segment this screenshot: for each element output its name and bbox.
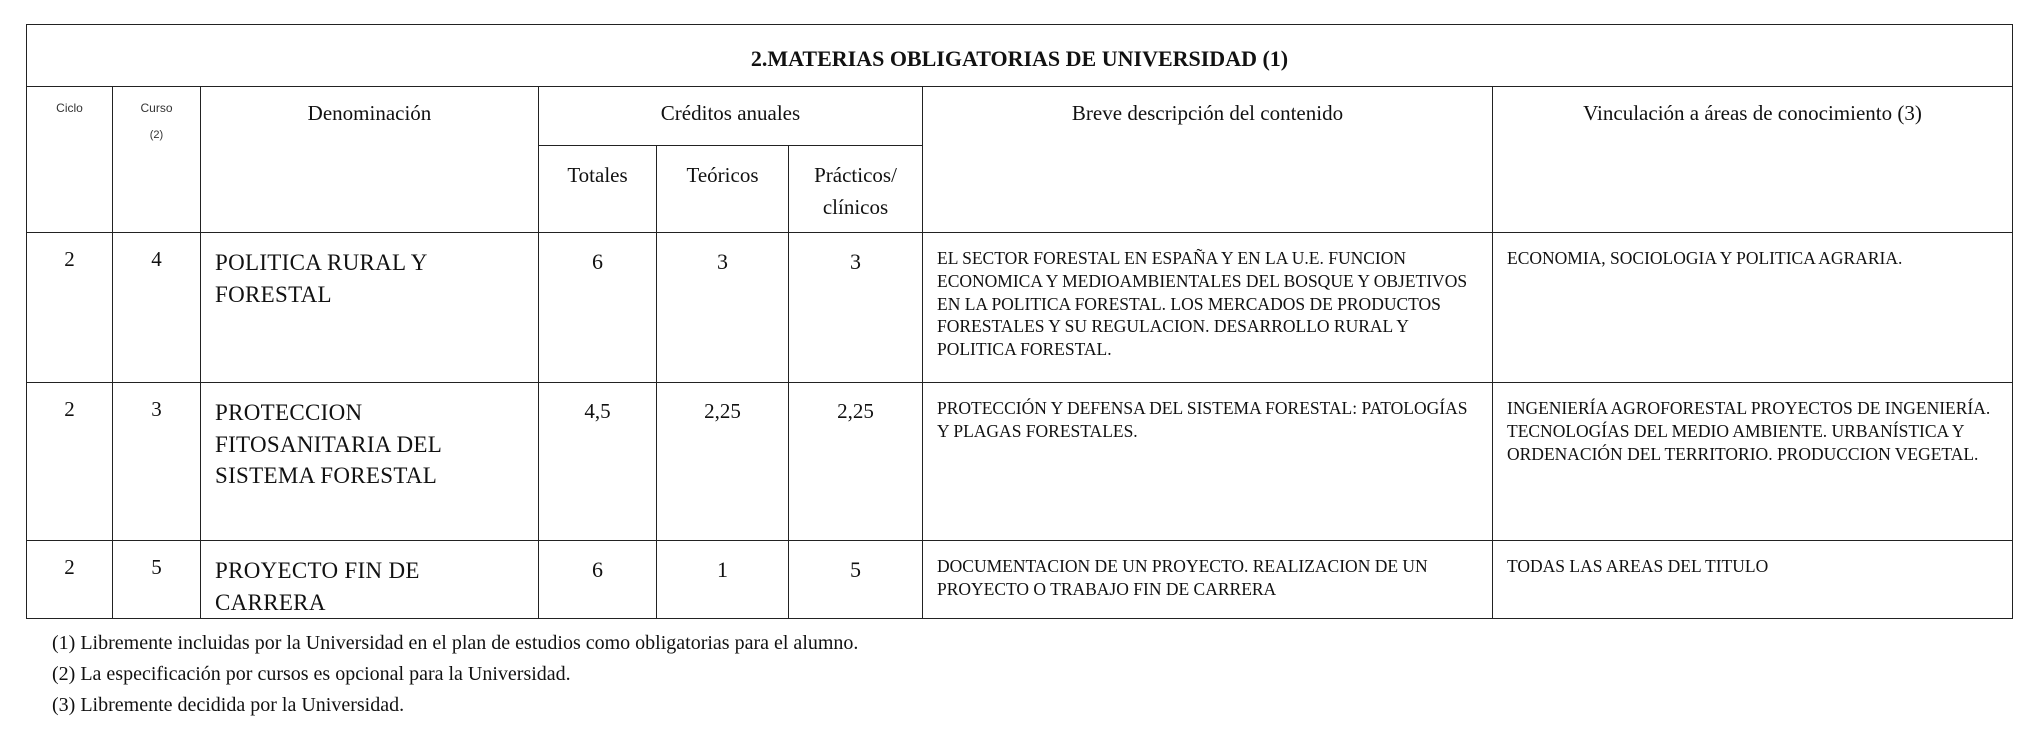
row-practicos: 2,25 — [789, 383, 923, 541]
header-vinculacion: Vinculación a áreas de conocimiento (3) — [1493, 87, 2013, 233]
header-curso-label: Curso — [140, 101, 173, 115]
table-row — [27, 383, 2013, 541]
row-ciclo: 2 — [27, 233, 113, 383]
header-teoricos: Teóricos — [657, 146, 789, 233]
footnote-3: (3) Libremente decidida por la Universidad. — [52, 694, 405, 716]
header-totales: Totales — [539, 146, 657, 233]
header-creditos: Créditos anuales — [539, 87, 923, 146]
row-denominacion: PROTECCION FITOSANITARIA DEL SISTEMA FORESTAL — [201, 383, 539, 541]
footnote-2: (2) La especificación por cursos es opcional para la Universidad. — [52, 663, 571, 685]
table-row — [27, 541, 2013, 619]
header-ciclo-label: Ciclo — [56, 101, 83, 115]
row-curso: 4 — [113, 233, 201, 383]
row-vinculacion: INGENIERÍA AGROFORESTAL PROYECTOS DE INGENIERÍA. TECNOLOGÍAS DEL MEDIO AMBIENTE. URBANÍSTICA Y ORDENACIÓN DEL TERRITORIO. PRODUCCION VEGETAL. — [1493, 383, 2013, 541]
row-vinculacion: TODAS LAS AREAS DEL TITULO — [1493, 541, 2013, 619]
header-descripcion: Breve descripción del contenido — [923, 87, 1493, 233]
row-totales: 6 — [539, 233, 657, 383]
row-totales: 4,5 — [539, 383, 657, 541]
header-denominacion: Denominación — [201, 87, 539, 233]
row-practicos: 5 — [789, 541, 923, 619]
row-totales: 6 — [539, 541, 657, 619]
row-practicos: 3 — [789, 233, 923, 383]
row-teoricos: 2,25 — [657, 383, 789, 541]
row-ciclo: 2 — [27, 383, 113, 541]
header-curso-note: (2) — [149, 129, 164, 141]
footnote-1: (1) Libremente incluidas por la Universidad en el plan de estudios como obligatorias para el alumno. — [52, 632, 859, 654]
row-vinculacion: ECONOMIA, SOCIOLOGIA Y POLITICA AGRARIA. — [1493, 233, 2013, 383]
footnotes — [52, 628, 858, 721]
table-title: 2.MATERIAS OBLIGATORIAS DE UNIVERSIDAD (1) — [27, 25, 2013, 87]
table-row — [27, 233, 2013, 383]
materias-table — [26, 24, 2013, 619]
row-teoricos: 3 — [657, 233, 789, 383]
header-curso — [113, 87, 201, 233]
row-descripcion: DOCUMENTACION DE UN PROYECTO. REALIZACION DE UN PROYECTO O TRABAJO FIN DE CARRERA — [923, 541, 1493, 619]
row-ciclo: 2 — [27, 541, 113, 619]
row-descripcion: PROTECCIÓN Y DEFENSA DEL SISTEMA FORESTAL: PATOLOGÍAS Y PLAGAS FORESTALES. — [923, 383, 1493, 541]
row-curso: 5 — [113, 541, 201, 619]
header-ciclo — [27, 87, 113, 233]
row-descripcion: EL SECTOR FORESTAL EN ESPAÑA Y EN LA U.E. FUNCION ECONOMICA Y MEDIOAMBIENTALES DEL BOSQUE Y OBJETIVOS EN LA POLITICA FORESTAL. LOS MERCADOS DE PRODUCTOS FORESTALES Y SU REGULACION. DESARROLLO RURAL Y POLITICA FORESTAL. — [923, 233, 1493, 383]
row-denominacion: PROYECTO FIN DE CARRERA — [201, 541, 539, 619]
row-teoricos: 1 — [657, 541, 789, 619]
header-practicos: Prácticos/ clínicos — [789, 146, 923, 233]
row-curso: 3 — [113, 383, 201, 541]
row-denominacion: POLITICA RURAL Y FORESTAL — [201, 233, 539, 383]
